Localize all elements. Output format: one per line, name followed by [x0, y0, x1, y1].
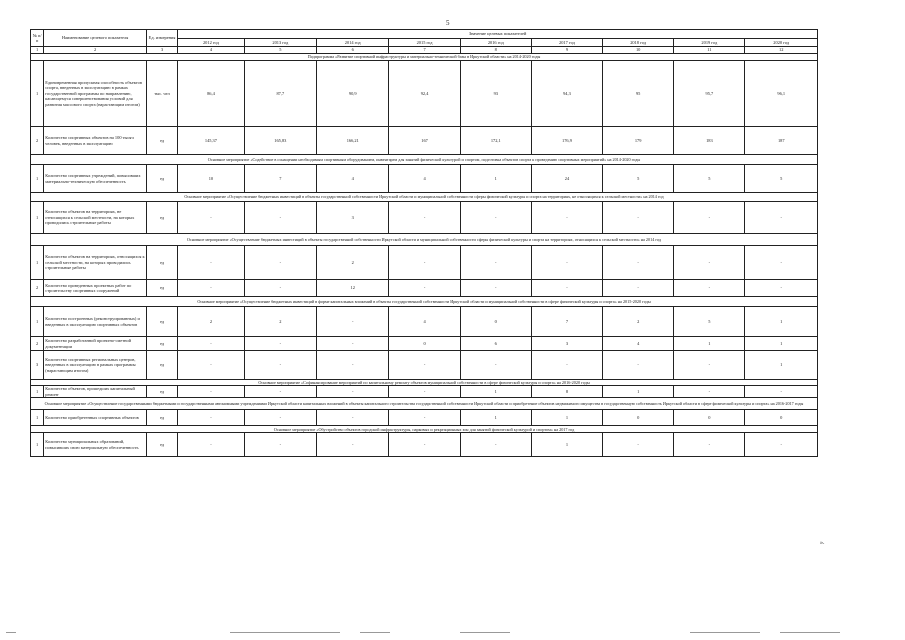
row-unit: ед [146, 410, 177, 426]
section-row [31, 234, 818, 246]
value-cell: 4 [317, 165, 389, 193]
table-row [31, 433, 818, 457]
header-col-number: 11 [674, 47, 745, 54]
value-cell: 6 [460, 337, 531, 351]
indicator-name: Количество объектов на территориях, относящихся к сельской местности, на которых проводились строительные работы [44, 246, 147, 280]
row-num: 1 [31, 307, 44, 337]
row-num: 1 [31, 246, 44, 280]
row-unit: ед [146, 165, 177, 193]
value-cell: 1 [460, 165, 531, 193]
value-cell: - [178, 202, 244, 234]
value-cell: 179 [603, 127, 674, 155]
value-cell: 1 [460, 410, 531, 426]
value-cell: 5 [603, 165, 674, 193]
value-cell: 187 [745, 127, 818, 155]
indicator-name: Количество объектов, прошедших капитальный ремонт [44, 386, 147, 398]
row-num: 1 [31, 202, 44, 234]
header-col-number: 9 [531, 47, 602, 54]
value-cell: 2 [317, 246, 389, 280]
row-unit: ед [146, 337, 177, 351]
value-cell: - [460, 202, 531, 234]
section-row [31, 155, 818, 165]
value-cell: - [317, 337, 389, 351]
section-row [31, 398, 818, 410]
header-year: 2017 год [531, 39, 602, 47]
value-cell: - [531, 280, 602, 297]
header-values-group: Значение целевых показателей [178, 30, 818, 39]
value-cell: - [244, 280, 316, 297]
header-col-number: 2 [44, 47, 147, 54]
row-unit: ед [146, 307, 177, 337]
header-unit: Ед. измерения [146, 30, 177, 47]
value-cell: 90,9 [317, 61, 389, 127]
header-year: 2013 год [244, 39, 316, 47]
header-col-number: 5 [244, 47, 316, 54]
section-title: Основное мероприятие «Осуществление государственными бюджетными и государственными автономными учреждениями Иркутской области капитальных вложений в объекты капитального строительства государственной собственности Иркутской области и приобретение объектов недвижимого имущества в государственную собственность Иркутской области в сфере физической культуры и спорта» на 2016-2017 годы [31, 398, 818, 410]
scan-artifact-line [6, 632, 16, 633]
value-cell: - [531, 351, 602, 380]
indicator-name: Количество спортивных региональных центров, введенных в эксплуатацию в рамках программы (нарастающим итогом) [44, 351, 147, 380]
value-cell: 10 [178, 165, 244, 193]
value-cell: 0 [745, 410, 818, 426]
indicators-table [30, 29, 818, 457]
header-year: 2018 год [603, 39, 674, 47]
table-row [31, 246, 818, 280]
value-cell: - [244, 246, 316, 280]
header-col-number: 7 [389, 47, 460, 54]
header-year: 2012 год [178, 39, 244, 47]
row-unit: ед [146, 433, 177, 457]
scan-artifact-line [690, 632, 760, 633]
value-cell: 0 [460, 307, 531, 337]
value-cell: 7 [531, 307, 602, 337]
value-cell: - [244, 337, 316, 351]
row-num: 2 [31, 337, 44, 351]
value-cell: - [317, 307, 389, 337]
value-cell: - [603, 246, 674, 280]
value-cell: - [178, 433, 244, 457]
value-cell: - [460, 246, 531, 280]
value-cell: 1 [745, 337, 818, 351]
value-cell: 1 [603, 386, 674, 398]
header-year: 2020 год [745, 39, 818, 47]
value-cell: - [389, 280, 460, 297]
table-row [31, 280, 818, 297]
value-cell: - [674, 246, 745, 280]
row-num: 2 [31, 127, 44, 155]
value-cell: 95 [603, 61, 674, 127]
table-row [31, 307, 818, 337]
value-cell: - [674, 386, 745, 398]
value-cell: - [389, 433, 460, 457]
value-cell: - [389, 202, 460, 234]
indicator-name: Количество спортивных объектов на 100 тысяч человек, введенных в эксплуатацию [44, 127, 147, 155]
value-cell: - [317, 433, 389, 457]
value-cell: 3 [531, 337, 602, 351]
value-cell: - [603, 280, 674, 297]
table-row [31, 127, 818, 155]
page-number: 5 [446, 19, 450, 27]
value-cell: 96,1 [745, 61, 818, 127]
section-title: Основное мероприятие «Осуществление бюджетных инвестиций в объекты государственной собственности Иркутской области и муниципальной собственности сферы физической культуры и спорта на территориях, не относящихся к сельской местности» на 2014 год [31, 193, 818, 202]
indicator-name: Количество разработанной проектно-сметной документации [44, 337, 147, 351]
table-row [31, 165, 818, 193]
scan-artifact-line [230, 632, 340, 633]
value-cell: - [603, 351, 674, 380]
row-unit: ед [146, 351, 177, 380]
row-num: 2 [31, 280, 44, 297]
margin-mark: ». [820, 540, 825, 546]
value-cell: 8 [531, 386, 602, 398]
row-unit: ед [146, 280, 177, 297]
value-cell: - [745, 280, 818, 297]
value-cell: 1 [531, 410, 602, 426]
value-cell: - [389, 246, 460, 280]
value-cell: 165,83 [244, 127, 316, 155]
value-cell: 5 [674, 307, 745, 337]
value-cell: 2 [244, 307, 316, 337]
value-cell: 0 [674, 410, 745, 426]
value-cell: - [317, 386, 389, 398]
row-unit: ед [146, 202, 177, 234]
table-row [31, 202, 818, 234]
table-row [31, 61, 818, 127]
section-row [31, 54, 818, 61]
value-cell: - [317, 410, 389, 426]
header-col-number: 1 [31, 47, 44, 54]
value-cell: - [178, 280, 244, 297]
header-col-number: 6 [317, 47, 389, 54]
value-cell: 24 [531, 165, 602, 193]
header-col-number: 8 [460, 47, 531, 54]
value-cell: 1 [745, 351, 818, 380]
value-cell: 86,4 [178, 61, 244, 127]
row-unit: тыс. чел [146, 61, 177, 127]
section-title: Подпрограмма «Развитие спортивной инфраструктуры и материально-технической базы в Иркутской области» на 2014-2020 годы [31, 54, 818, 61]
header-col-number: 10 [603, 47, 674, 54]
value-cell: 183 [674, 127, 745, 155]
value-cell: 93 [460, 61, 531, 127]
value-cell: 87,7 [244, 61, 316, 127]
value-cell: 167 [389, 127, 460, 155]
indicator-name: Количество приобретенных спортивных объектов [44, 410, 147, 426]
value-cell: 94,3 [531, 61, 602, 127]
table-row [31, 410, 818, 426]
row-num: 1 [31, 433, 44, 457]
section-title: Основное мероприятие «Осуществление бюджетных инвестиций в форме капитальных вложений в объекты государственной собственности Иркутской области и муниципальной собственности в сфере физической культуры и спорта» на 2015-2020 годы [31, 297, 818, 307]
value-cell: 1 [460, 386, 531, 398]
indicator-name: Количество построенных (реконструированных) и введенных в эксплуатацию спортивных объектов [44, 307, 147, 337]
value-cell: - [460, 280, 531, 297]
table-row [31, 337, 818, 351]
value-cell: 4 [389, 165, 460, 193]
value-cell: - [603, 433, 674, 457]
value-cell: - [178, 410, 244, 426]
value-cell: - [178, 246, 244, 280]
section-row [31, 297, 818, 307]
value-cell: - [745, 433, 818, 457]
row-num: 1 [31, 165, 44, 193]
value-cell: 1 [531, 433, 602, 457]
value-cell: 4 [603, 337, 674, 351]
value-cell: 0 [603, 410, 674, 426]
table-row [31, 386, 818, 398]
value-cell: 176,9 [531, 127, 602, 155]
header-year: 2016 год [460, 39, 531, 47]
value-cell: - [244, 386, 316, 398]
scan-artifact-line [780, 632, 840, 633]
value-cell: 5 [674, 165, 745, 193]
row-num: 1 [31, 410, 44, 426]
value-cell: 145,37 [178, 127, 244, 155]
value-cell: - [674, 202, 745, 234]
header-name: Наименование целевого показателя [44, 30, 147, 47]
header-year: 2015 год [389, 39, 460, 47]
value-cell: 95,7 [674, 61, 745, 127]
row-unit: ед [146, 386, 177, 398]
row-unit: ед [146, 127, 177, 155]
value-cell: - [745, 202, 818, 234]
indicator-name: Количество объектов на территориях, не относящихся к сельской местности, на которых проводились строительные работы [44, 202, 147, 234]
scan-artifact-line [460, 632, 510, 633]
header-col-number: 3 [146, 47, 177, 54]
indicator-name: Количество муниципальных образований, повысивших свою материальную обеспеченность [44, 433, 147, 457]
value-cell: - [531, 202, 602, 234]
header-num: № п/п [31, 30, 44, 47]
value-cell: - [317, 351, 389, 380]
value-cell: 4 [389, 307, 460, 337]
value-cell: - [674, 351, 745, 380]
value-cell: - [244, 202, 316, 234]
row-num: 1 [31, 386, 44, 398]
value-cell: 2 [178, 307, 244, 337]
value-cell: - [389, 386, 460, 398]
value-cell: - [244, 351, 316, 380]
value-cell: - [460, 351, 531, 380]
header-year: 2019 год [674, 39, 745, 47]
value-cell: - [389, 410, 460, 426]
value-cell: 0 [389, 337, 460, 351]
section-title: Основное мероприятие «Осуществление бюджетных инвестиций в объекты государственной собственности Иркутской области и муниципальной собственности сферы физической культуры и спорта на территориях, относящихся к сельской местности» на 2014 год [31, 234, 818, 246]
value-cell: 166,21 [317, 127, 389, 155]
section-title: Основное мероприятие «Обустройство объектов городской инфраструктуры, парковых и рекреационных зон для занятий физической культурой и спортом» на 2017 год [31, 426, 818, 433]
indicator-name: Единовременная пропускная способность объектов спорта, введенных в эксплуатацию в рамках государственной программы по направлению, касающемуся совершенствования условий для развития массового спорта (нарастающим итогом) [44, 61, 147, 127]
header-year: 2014 год [317, 39, 389, 47]
value-cell: 3 [317, 202, 389, 234]
section-title: Основное мероприятие «Содействие в оснащении необходимым спортивным оборудованием, инвентарем для занятий физической культурой и спортом, подготовка объектов спорта к проведению спортивных мероприятий» на 2014-2020 годы [31, 155, 818, 165]
row-num: 3 [31, 351, 44, 380]
value-cell: - [244, 433, 316, 457]
value-cell: - [178, 386, 244, 398]
value-cell: - [531, 246, 602, 280]
value-cell: 1 [745, 307, 818, 337]
value-cell: - [745, 246, 818, 280]
value-cell: - [674, 433, 745, 457]
value-cell: - [460, 433, 531, 457]
value-cell: - [178, 337, 244, 351]
value-cell: 1 [674, 337, 745, 351]
value-cell: - [178, 351, 244, 380]
value-cell: - [603, 202, 674, 234]
header-col-number: 12 [745, 47, 818, 54]
value-cell: 5 [745, 165, 818, 193]
value-cell: 12 [317, 280, 389, 297]
value-cell: - [389, 351, 460, 380]
value-cell: - [745, 386, 818, 398]
indicator-name: Количество проведенных проектных работ по строительству спортивных сооружений [44, 280, 147, 297]
indicator-name: Количество спортивных учреждений, повысивших материально-техническую обеспеченность [44, 165, 147, 193]
value-cell: - [244, 410, 316, 426]
value-cell: 7 [244, 165, 316, 193]
value-cell: 172,1 [460, 127, 531, 155]
value-cell: - [674, 280, 745, 297]
scan-artifact-line [360, 632, 390, 633]
row-num: 1 [31, 61, 44, 127]
value-cell: 92,4 [389, 61, 460, 127]
row-unit: ед [146, 246, 177, 280]
value-cell: 2 [603, 307, 674, 337]
header-col-number: 4 [178, 47, 244, 54]
table-row [31, 351, 818, 380]
section-row [31, 193, 818, 202]
section-title: Основное мероприятие «Софинансирование мероприятий по капитальному ремонту объектов муниципальной собственности в сфере физической культуры и спорта» на 2016-2020 годы [31, 380, 818, 386]
section-row [31, 426, 818, 433]
